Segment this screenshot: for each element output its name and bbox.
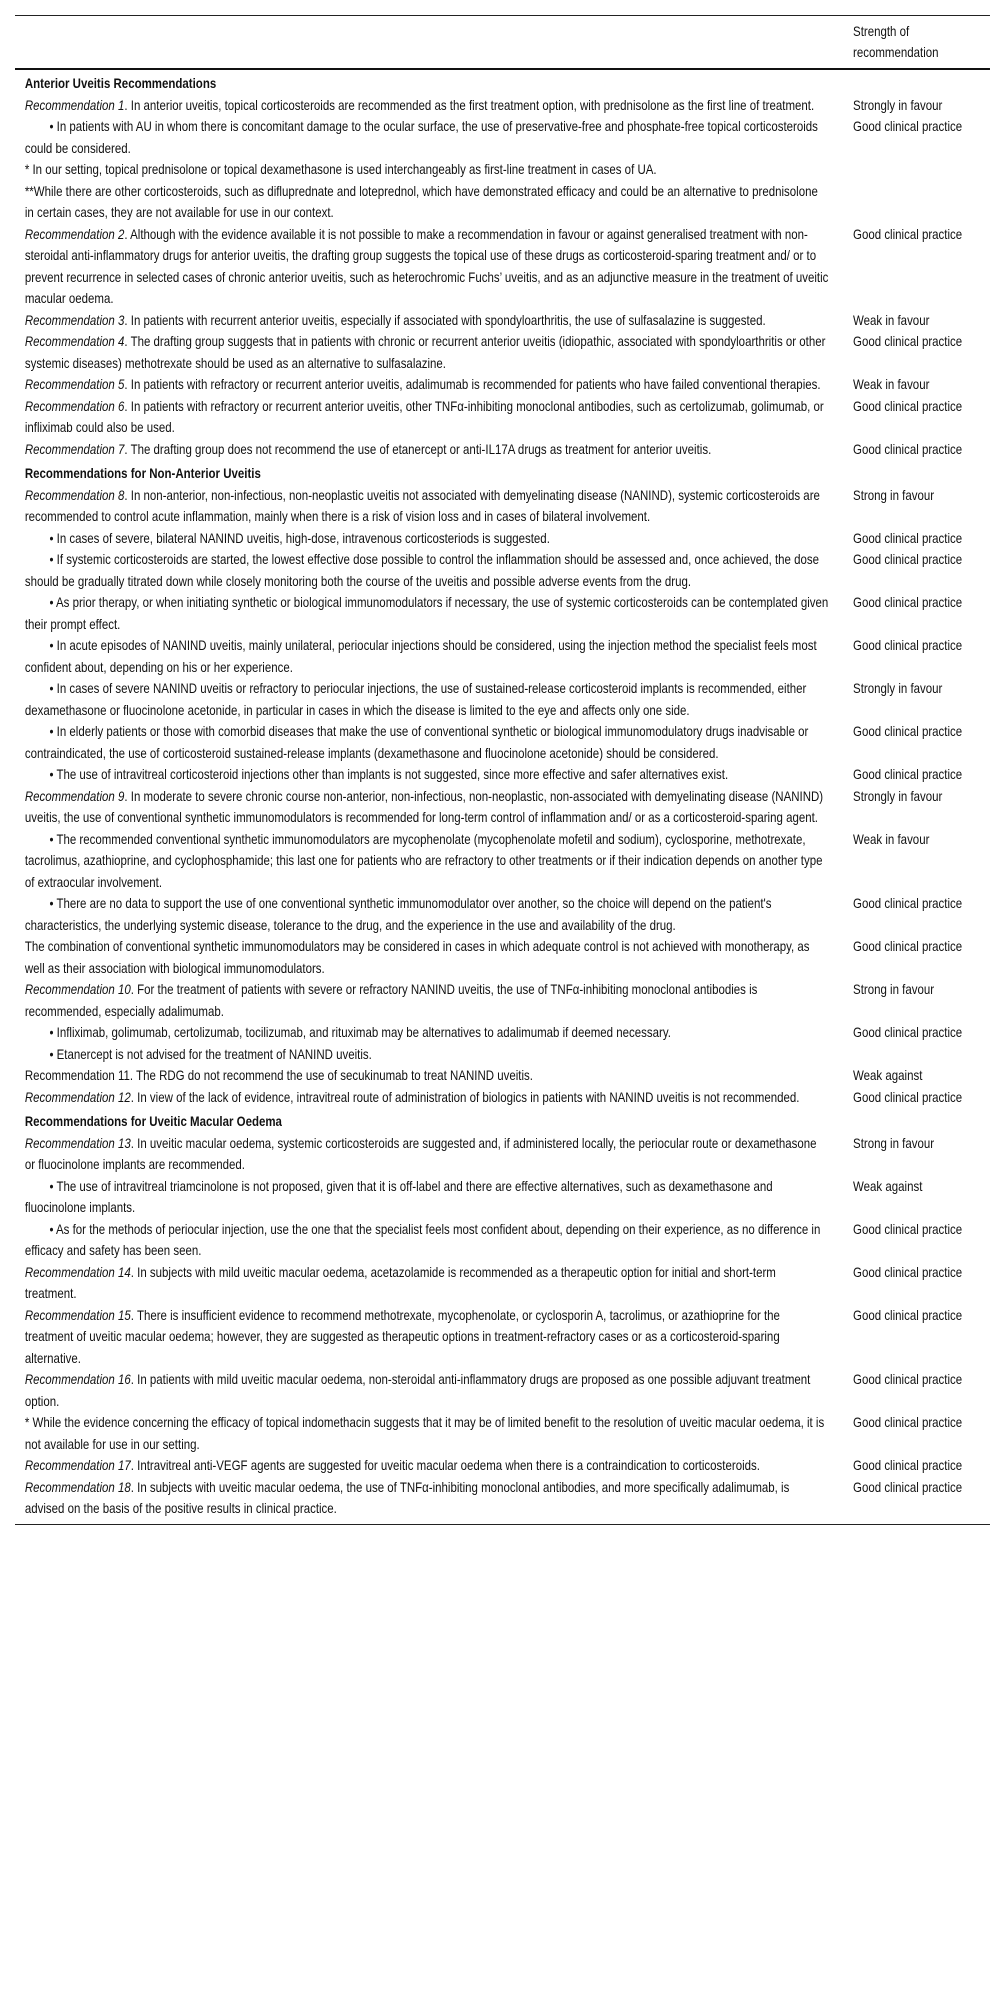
recommendation-text: . In anterior uveitis, topical corticosteroids are recommended as the first treatment option, with prednisolone as the first line of treatment. xyxy=(124,96,815,113)
recommendation-text: . The drafting group does not recommend the use of etanercept or anti-IL17A drugs as treatment for anterior uveitis. xyxy=(124,440,712,457)
recommendation-text-cell xyxy=(15,936,853,979)
strength-of-recommendation: Good clinical practice xyxy=(853,723,963,739)
recommendation-text: . For the treatment of patients with severe or refractory NANIND uveitis, the use of TNFα-inhibiting monoclonal antibodies is recommended, especially adalimumab. xyxy=(24,981,758,1019)
recommendation-text-cell xyxy=(15,549,853,592)
strength-of-recommendation: Strongly in favour xyxy=(853,680,943,696)
strength-of-recommendation: Good clinical practice xyxy=(853,895,963,911)
strength-of-recommendation: Good clinical practice xyxy=(853,225,963,242)
recommendation-text-cell xyxy=(15,331,853,374)
strength-of-recommendation: Good clinical practice xyxy=(853,1024,963,1040)
strength-of-recommendation: Strong in favour xyxy=(853,1134,935,1151)
recommendation-row xyxy=(15,1477,990,1520)
bullet-row xyxy=(15,764,990,786)
strength-of-recommendation: Good clinical practice xyxy=(853,637,963,653)
recommendation-number: Recommendation 7 xyxy=(24,440,125,457)
section-heading: Recommendations for Non-Anterior Uveitis xyxy=(24,465,261,481)
recommendation-number: Recommendation 9 xyxy=(24,787,125,804)
recommendation-text-cell xyxy=(15,310,853,332)
recommendation-text-cell xyxy=(15,95,853,117)
recommendation-text: • In cases of severe NANIND uveitis or refractory to periocular injections, the use of sustained-release corticosteroid implants is recommended, either dexamethasone or fluocinolone acetonide, in particular in cases in which the disease is limited to the eye and affects only one side. xyxy=(24,680,807,718)
strength-of-recommendation: Good clinical practice xyxy=(853,1306,963,1323)
recommendation-text-cell xyxy=(15,1133,853,1176)
recommendation-text-cell xyxy=(15,485,853,528)
recommendation-text: • The recommended conventional synthetic immunomodulators are mycophenolate (mycophenolate mofetil and sodium), cyclosporine, methotrexate, tacrolimus, azathioprine, and cyclophosphamide; this last one for patients who are refractory to other treatments or if their indication depends on another type of extraocular involvement. xyxy=(24,830,823,890)
recommendation-text-cell xyxy=(15,181,853,224)
recommendation-number: Recommendation 16 xyxy=(24,1371,131,1387)
bullet-row xyxy=(15,116,990,159)
strength-of-recommendation: Weak against xyxy=(853,1067,923,1083)
recommendation-text: . In patients with recurrent anterior uveitis, especially if associated with spondyloarthritis, the use of sulfasalazine is suggested. xyxy=(124,311,766,328)
strength-of-recommendation: Good clinical practice xyxy=(853,397,963,414)
recommendation-text: • Infliximab, golimumab, certolizumab, tocilizumab, and rituximab may be alternatives to adalimumab if deemed necessary. xyxy=(49,1024,671,1040)
recommendation-text: . In patients with mild uveitic macular oedema, non-steroidal anti-inflammatory drugs are proposed as one possible adjuvant treatment option. xyxy=(24,1371,811,1409)
recommendation-text-cell xyxy=(15,979,853,1022)
recommendation-text-cell xyxy=(15,116,853,159)
recommendation-text: . In subjects with mild uveitic macular oedema, acetazolamide is recommended as a therapeutic option for initial and short-term treatment. xyxy=(24,1263,776,1301)
strength-of-recommendation xyxy=(853,181,990,224)
recommendation-number: Recommendation 1 xyxy=(24,96,125,113)
strength-of-recommendation: Good clinical practice xyxy=(853,551,963,567)
recommendation-text: • As for the methods of periocular injection, use the one that the specialist feels most confident about, depending on their experience, as no difference in efficacy and safety has been seen. xyxy=(24,1220,821,1258)
strength-of-recommendation: Strongly in favour xyxy=(853,787,943,804)
recommendation-text: . In view of the lack of evidence, intravitreal route of administration of biologics in patients with NANIND uveitis is not recommended. xyxy=(130,1088,800,1105)
strength-of-recommendation: Good clinical practice xyxy=(853,440,963,457)
recommendations-table xyxy=(15,15,990,1525)
strength-of-recommendation: Weak in favour xyxy=(853,311,930,328)
recommendation-row xyxy=(15,396,990,439)
recommendation-text: • In cases of severe, bilateral NANIND uveitis, high-dose, intravenous corticosteriods is suggested. xyxy=(49,529,550,546)
recommendation-row xyxy=(15,1262,990,1305)
recommendation-row xyxy=(15,979,990,1022)
recommendation-row xyxy=(15,1455,990,1477)
recommendation-number: Recommendation 2 xyxy=(24,225,125,242)
recommendation-number: Recommendation 12 xyxy=(24,1088,131,1105)
recommendation-text-cell xyxy=(15,1087,853,1109)
recommendation-text: **While there are other corticosteroids, such as difluprednate and loteprednol, which have demonstrated efficacy and could be an alternative to prednisolone in certain cases, they are not available for use in our context. xyxy=(24,182,818,220)
recommendation-row xyxy=(15,95,990,117)
recommendation-row xyxy=(15,1305,990,1370)
section-heading: Recommendations for Uveitic Macular Oedema xyxy=(24,1113,282,1129)
recommendation-text: • The use of intravitreal triamcinolone is not proposed, given that it is off-label and there are effective alternatives, such as dexamethasone and fluocinolone implants. xyxy=(24,1177,773,1215)
recommendation-text-cell xyxy=(15,1477,853,1520)
strength-of-recommendation: Weak in favour xyxy=(853,376,930,392)
recommendation-text: . Although with the evidence available it is not possible to make a recommendation in favour or against generalised treatment with non-steroidal anti-inflammatory drugs for anterior uveitis, the drafting group suggests the topical use of these drugs as corticosteroid-sparing treatment and/ or to prevent recurrence in selected cases of chronic anterior uveitis, such as heterochromic Fuchs’ uveitis, and as an adjunctive measure in the treatment of uveitic macular oedema. xyxy=(24,225,829,306)
strength-of-recommendation: Good clinical practice xyxy=(853,1263,963,1280)
strength-of-recommendation: Good clinical practice xyxy=(853,1414,963,1430)
recommendation-text: . In patients with refractory or recurrent anterior uveitis, adalimumab is recommended for patients who have failed conventional therapies. xyxy=(124,376,821,392)
recommendation-text-cell xyxy=(15,1412,853,1455)
bullet-row xyxy=(15,549,990,592)
recommendation-row xyxy=(15,786,990,829)
strength-of-recommendation: Good clinical practice xyxy=(853,333,963,349)
recommendation-text-cell xyxy=(15,1455,853,1477)
recommendation-text: • There are no data to support the use of one conventional synthetic immunomodulator over another, so the choice will depend on the patient's characteristics, the underlying systemic disease, tolerance to the drug, and the experience in the use and availability of the drug. xyxy=(24,895,772,933)
strength-of-recommendation: Good clinical practice xyxy=(853,118,963,134)
bullet-row xyxy=(15,1176,990,1219)
recommendation-text: . In patients with refractory or recurrent anterior uveitis, other TNFα-inhibiting monoclonal antibodies, such as certolizumab, golimumab, or infliximab could also be used. xyxy=(24,397,824,435)
recommendation-text-cell xyxy=(15,721,853,764)
strength-of-recommendation xyxy=(853,1044,990,1066)
recommendation-row xyxy=(15,1133,990,1176)
recommendation-text-cell xyxy=(15,396,853,439)
recommendation-number: Recommendation 4 xyxy=(24,333,125,349)
bullet-row xyxy=(15,528,990,550)
recommendation-text: . In non-anterior, non-infectious, non-neoplastic uveitis not associated with demyelinating disease (NANIND), systemic corticosteroids are recommended to control acute inflammation, mainly when there is a risk of vision loss and in cases of bilateral involvement. xyxy=(24,486,820,524)
recommendation-text-cell xyxy=(15,1369,853,1412)
recommendation-row xyxy=(15,310,990,332)
recommendation-text-cell xyxy=(15,635,853,678)
table-body xyxy=(15,70,990,1520)
recommendation-row xyxy=(15,374,990,396)
recommendation-text: The combination of conventional synthetic immunomodulators may be considered in cases in which adequate control is not achieved with monotherapy, as well as their association with biological immunomodulators. xyxy=(24,938,810,976)
strength-of-recommendation: Weak against xyxy=(853,1177,923,1194)
recommendation-text: * While the evidence concerning the efficacy of topical indomethacin suggests that it may be of limited benefit to the resolution of uveitic macular oedema, it is not available for use in our setting. xyxy=(24,1414,825,1452)
recommendation-row xyxy=(15,485,990,528)
recommendation-text: . In uveitic macular oedema, systemic corticosteroids are suggested and, if administered locally, the periocular route or dexamethasone or fluocinolone implants are recommended. xyxy=(24,1134,817,1172)
bullet-row xyxy=(15,721,990,764)
recommendation-number: Recommendation 18 xyxy=(24,1478,131,1495)
recommendation-text: * In our setting, topical prednisolone or topical dexamethasone is used interchangeably as first-line treatment in cases of UA. xyxy=(24,161,657,177)
recommendation-text-cell xyxy=(15,678,853,721)
recommendation-text-cell xyxy=(15,829,853,894)
bullet-row xyxy=(15,893,990,936)
recommendation-text-cell xyxy=(15,1305,853,1370)
recommendation-row xyxy=(15,1369,990,1412)
recommendation-text-cell xyxy=(15,439,853,461)
strength-of-recommendation: Weak in favour xyxy=(853,830,930,847)
recommendation-number: Recommendation 3 xyxy=(24,311,125,328)
recommendation-row xyxy=(15,1065,990,1087)
recommendation-text-cell xyxy=(15,1176,853,1219)
recommendation-text: • Etanercept is not advised for the treatment of NANIND uveitis. xyxy=(49,1045,372,1062)
recommendation-text-cell xyxy=(15,528,853,550)
recommendation-text-cell xyxy=(15,1219,853,1262)
bullet-row xyxy=(15,592,990,635)
recommendation-text: • In acute episodes of NANIND uveitis, mainly unilateral, periocular injections should be considered, using the injection method the specialist feels most confident about, depending on his or her experience. xyxy=(24,637,817,675)
header-strength-column: Strength of recommendation xyxy=(853,23,939,60)
recommendation-row xyxy=(15,224,990,310)
recommendation-row xyxy=(15,159,990,181)
recommendation-text: • The use of intravitreal corticosteroid injections other than implants is not suggested, since more effective and safer alternatives exist. xyxy=(49,766,729,782)
recommendation-row xyxy=(15,331,990,374)
recommendation-text: . There is insufficient evidence to recommend methotrexate, mycophenolate, or cyclosporin A, tacrolimus, or azathioprine for the treatment of uveitic macular oedema; however, they are suggested as therapeutic options in treatment-refractory cases or as a corticosteroid-sparing alternative. xyxy=(24,1306,780,1366)
bullet-row xyxy=(15,1022,990,1044)
bullet-row xyxy=(15,829,990,894)
recommendation-text: Recommendation 11. The RDG do not recommend the use of secukinumab to treat NANIND uveitis. xyxy=(24,1067,533,1083)
bullet-row xyxy=(15,1044,990,1066)
recommendation-text-cell xyxy=(15,1065,853,1087)
recommendation-text: • As prior therapy, or when initiating synthetic or biological immunomodulators if necessary, the use of systemic corticosteroids can be contemplated given their prompt effect. xyxy=(24,594,829,632)
strength-of-recommendation: Strong in favour xyxy=(853,981,935,997)
strength-of-recommendation: Good clinical practice xyxy=(853,1220,963,1237)
recommendation-text-cell xyxy=(15,1044,853,1066)
recommendation-text-cell xyxy=(15,1262,853,1305)
recommendation-row xyxy=(15,1412,990,1455)
strength-of-recommendation: Good clinical practice xyxy=(853,529,963,546)
strength-of-recommendation: Good clinical practice xyxy=(853,1478,963,1495)
recommendation-number: Recommendation 6 xyxy=(24,397,125,414)
table-header xyxy=(15,16,990,70)
recommendation-text-cell xyxy=(15,224,853,310)
strength-of-recommendation: Good clinical practice xyxy=(853,766,963,782)
recommendation-row xyxy=(15,1087,990,1109)
recommendation-number: Recommendation 10 xyxy=(24,981,131,997)
recommendation-text: • In elderly patients or those with comorbid diseases that make the use of conventional synthetic or biological immunomodulatory drugs inadvisable or contraindicated, the use of corticosteroid sustained-release implants (dexamethasone and fluocinolone acetonide) should be considered. xyxy=(24,723,809,761)
recommendation-number: Recommendation 13 xyxy=(24,1134,131,1151)
strength-of-recommendation xyxy=(853,159,990,181)
recommendation-number: Recommendation 5 xyxy=(24,376,125,392)
bullet-row xyxy=(15,678,990,721)
recommendation-row xyxy=(15,936,990,979)
strength-of-recommendation: Good clinical practice xyxy=(853,1371,963,1387)
recommendation-number: Recommendation 14 xyxy=(24,1263,131,1280)
recommendation-number: Recommendation 15 xyxy=(24,1306,131,1323)
recommendation-text: . Intravitreal anti-VEGF agents are suggested for uveitic macular oedema when there is a contraindication to corticosteroids. xyxy=(130,1457,760,1473)
strength-of-recommendation: Good clinical practice xyxy=(853,938,963,954)
bullet-row xyxy=(15,1219,990,1262)
recommendation-text-cell xyxy=(15,592,853,635)
strength-of-recommendation: Good clinical practice xyxy=(853,594,963,610)
recommendation-text-cell xyxy=(15,893,853,936)
recommendation-text-cell xyxy=(15,786,853,829)
header-recommendation-column xyxy=(15,16,853,68)
recommendation-text: • If systemic corticosteroids are started, the lowest effective dose possible to control the inflammation should be assessed and, once achieved, the dose should be gradually titrated down while closely monitoring both the course of the uveitis and possible adverse events from the drug. xyxy=(24,551,820,589)
recommendation-number: Recommendation 8 xyxy=(24,486,125,503)
recommendation-text-cell xyxy=(15,159,853,181)
strength-of-recommendation: Strong in favour xyxy=(853,486,935,503)
recommendation-number: Recommendation 17 xyxy=(24,1457,131,1473)
table-bottom-rule xyxy=(15,1524,990,1525)
bullet-row xyxy=(15,635,990,678)
strength-of-recommendation: Good clinical practice xyxy=(853,1088,963,1105)
recommendation-text-cell xyxy=(15,1022,853,1044)
recommendation-text: . In subjects with uveitic macular oedema, the use of TNFα-inhibiting monoclonal antibodies, and more specifically adalimumab, is advised on the basis of the positive results in clinical practice. xyxy=(24,1478,790,1516)
strength-of-recommendation: Good clinical practice xyxy=(853,1457,963,1473)
section-heading: Anterior Uveitis Recommendations xyxy=(24,75,217,91)
recommendation-row xyxy=(15,439,990,461)
recommendation-text: . In moderate to severe chronic course non-anterior, non-infectious, non-neoplastic, non-associated with demyelinating disease (NANIND) uveitis, the use of conventional synthetic immunomodulators is recommended for long-term control of inflammation and/ or as a corticosteroid-sparing agent. xyxy=(24,787,824,825)
recommendation-row xyxy=(15,181,990,224)
strength-of-recommendation: Strongly in favour xyxy=(853,96,943,113)
recommendation-text: . The drafting group suggests that in patients with chronic or recurrent anterior uveitis (idiopathic, associated with spondyloarthritis or other systemic diseases) methotrexate should be used as an alternative to sulfasalazine. xyxy=(24,333,826,371)
recommendation-text-cell xyxy=(15,764,853,786)
recommendation-text-cell xyxy=(15,374,853,396)
recommendation-text: • In patients with AU in whom there is concomitant damage to the ocular surface, the use of preservative-free and phosphate-free topical corticosteroids could be considered. xyxy=(24,118,818,156)
